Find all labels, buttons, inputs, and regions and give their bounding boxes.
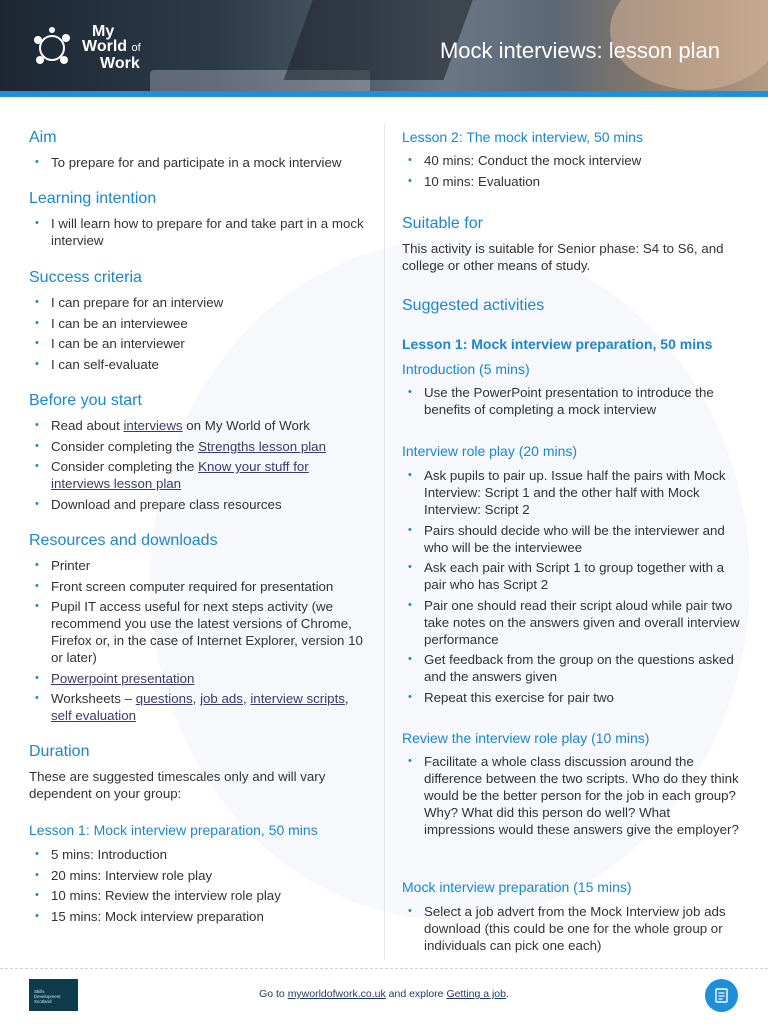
introduction-heading: Introduction (5 mins) xyxy=(402,361,530,377)
resources-heading: Resources and downloads xyxy=(29,532,218,549)
review-section xyxy=(402,729,742,838)
strengths-lesson-plan-link[interactable]: Strengths lesson plan xyxy=(198,438,326,454)
list-item: • Select a job advert from the Mock Interview job ads download (this could be one for the whole group or individuals can pick one each) xyxy=(402,903,742,954)
header-banner xyxy=(0,0,768,97)
aim-heading: Aim xyxy=(29,129,57,146)
interviews-link[interactable]: interviews xyxy=(123,418,183,433)
footer-text: Go to myworldofwork.co.uk and explore Getting a job. xyxy=(259,988,509,1000)
know-your-stuff-link[interactable]: Know your stuff for interviews lesson plan xyxy=(51,459,309,491)
lesson2-heading: Lesson 2: The mock interview, 50 mins xyxy=(402,129,643,145)
list-item: • Ask pupils to pair up. Issue half the pairs with Mock Interview: Script 1 and the other half with Mock Interview: Script 2 xyxy=(402,467,742,518)
before-you-start-heading: Before you start xyxy=(29,392,142,409)
suitable-for-section xyxy=(402,214,742,274)
footer-divider xyxy=(0,968,768,969)
success-criteria-section xyxy=(29,268,371,373)
list-item: • Worksheets – questions, job ads, interview scripts, self evaluation xyxy=(29,690,371,724)
interview-scripts-link[interactable]: interview scripts xyxy=(250,691,345,706)
list-item: • Pupil IT access useful for next steps activity (we recommend you use the latest versions of Chrome, Firefox or, in the case of Internet Explorer, version 10 or later) xyxy=(29,598,371,666)
suggested-activities-section xyxy=(402,296,742,353)
suitable-for-text: This activity is suitable for Senior phase: S4 to S6, and college or other means of study. xyxy=(402,241,724,273)
list-item: • I can be an interviewee xyxy=(29,315,371,332)
list-item: • Use the PowerPoint presentation to introduce the benefits of completing a mock interview xyxy=(402,384,742,418)
list-item: • 10 mins: Evaluation xyxy=(402,173,742,190)
success-criteria-heading: Success criteria xyxy=(29,269,142,286)
lesson2-section xyxy=(402,128,742,190)
self-evaluation-link[interactable]: self evaluation xyxy=(51,708,137,723)
list-item: • Download and prepare class resources xyxy=(29,496,371,513)
globe-icons-icon xyxy=(30,26,74,70)
role-play-section xyxy=(402,442,742,706)
column-divider xyxy=(384,124,385,960)
list-item: • Consider completing the Know your stuff for interviews lesson plan xyxy=(29,458,371,492)
list-item: • To prepare for and participate in a mock interview xyxy=(29,154,371,171)
role-play-heading: Interview role play (20 mins) xyxy=(402,443,578,459)
logo-wordmark: My World of Work xyxy=(82,23,141,72)
introduction-section xyxy=(402,360,742,418)
powerpoint-link[interactable]: Powerpoint presentation xyxy=(51,670,195,686)
my-world-of-work-logo[interactable] xyxy=(30,24,160,74)
getting-a-job-link[interactable]: Getting a job xyxy=(446,988,506,1000)
list-item: • 10 mins: Review the interview role play xyxy=(29,887,371,904)
list-item: • Front screen computer required for presentation xyxy=(29,578,371,595)
before-you-start-section xyxy=(29,391,371,513)
document-button[interactable] xyxy=(705,979,738,1012)
list-item: • Read about interviews on My World of Work xyxy=(29,417,371,434)
list-item: • I can prepare for an interview xyxy=(29,294,371,311)
aim-section xyxy=(29,128,371,171)
questions-link[interactable]: questions xyxy=(135,691,193,706)
sds-logo-text: Skills Development Scotland xyxy=(34,989,61,1004)
mock-prep-section xyxy=(402,878,742,954)
list-item: • 40 mins: Conduct the mock interview xyxy=(402,152,742,169)
list-item: • I can self-evaluate xyxy=(29,356,371,373)
mock-prep-heading: Mock interview preparation (15 mins) xyxy=(402,879,632,895)
list-item: • I can be an interviewer xyxy=(29,335,371,352)
list-item: • Printer xyxy=(29,557,371,574)
learning-intention-section xyxy=(29,189,371,249)
duration-lesson1-heading: Lesson 1: Mock interview preparation, 50 mins xyxy=(29,822,318,838)
list-item: • 20 mins: Interview role play xyxy=(29,867,371,884)
page-title: Mock interviews: lesson plan xyxy=(439,38,720,63)
job-ads-link[interactable]: job ads xyxy=(200,691,243,706)
list-item: • Get feedback from the group on the questions asked and the answers given xyxy=(402,651,742,685)
duration-heading: Duration xyxy=(29,743,90,760)
duration-section xyxy=(29,742,371,925)
list-item: • Facilitate a whole class discussion around the difference between the two scripts. Who do they think would be the better person for the job in each group? Why? What did this person do well? What impressions would these answers give the employer? xyxy=(402,753,742,838)
myworldofwork-link[interactable]: myworldofwork.co.uk xyxy=(287,988,386,1000)
list-item xyxy=(29,670,371,687)
document-icon xyxy=(715,988,728,1003)
list-item: • Consider completing the Strengths lesson plan xyxy=(29,438,371,455)
learning-intention-heading: Learning intention xyxy=(29,190,157,207)
list-item: • 15 mins: Mock interview preparation xyxy=(29,908,371,925)
suggested-lesson1-heading: Lesson 1: Mock interview preparation, 50 mins xyxy=(402,336,713,352)
duration-text: These are suggested timescales only and will vary dependent on your group: xyxy=(29,769,326,801)
list-item: • Pair one should read their script aloud while pair two take notes on the answers given and overall interview performance xyxy=(402,597,742,648)
review-heading: Review the interview role play (10 mins) xyxy=(402,730,650,746)
list-item: • Repeat this exercise for pair two xyxy=(402,689,742,706)
list-item: • I will learn how to prepare for and take part in a mock interview xyxy=(29,215,371,249)
resources-section xyxy=(29,531,371,724)
list-item: • Ask each pair with Script 1 to group together with a pair who has Script 2 xyxy=(402,559,742,593)
suitable-for-heading: Suitable for xyxy=(402,215,483,232)
list-item: • Pairs should decide who will be the interviewer and who will be the interviewee xyxy=(402,522,742,556)
list-item: • 5 mins: Introduction xyxy=(29,846,371,863)
suggested-activities-heading: Suggested activities xyxy=(402,297,545,314)
